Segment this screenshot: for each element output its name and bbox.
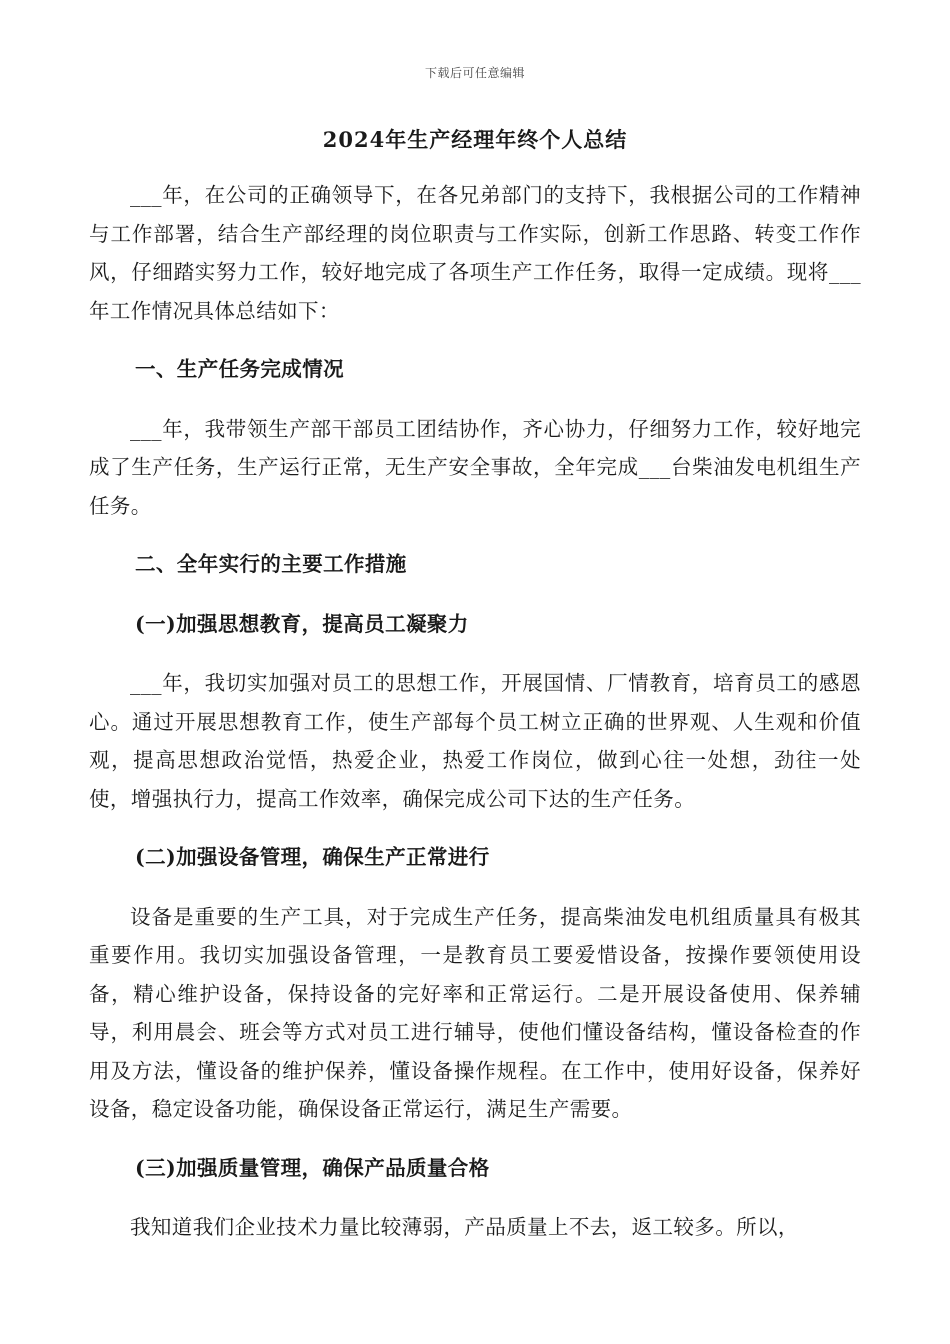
paragraph-subsection-1: ___年，我切实加强对员工的思想工作，开展国情、厂情教育，培育员工的感恩心。通过开展思想教育工作，使生产部每个员工树立正确的世界观、人生观和价值观，提高思想政治觉悟，热爱企业，热爱工作岗位，做到心往一处想，劲往一处使，增强执行力，提高工作效率，确保完成公司下达的生产任务。 bbox=[89, 671, 861, 811]
paragraph-intro: ___年，在公司的正确领导下，在各兄弟部门的支持下，我根据公司的工作精神与工作部署，结合生产部经理的岗位职责与工作实际，创新工作思路、转变工作作风，仔细踏实努力工作，较好地完成了各项生产工作任务，取得一定成绩。现将___年工作情况具体总结如下： bbox=[89, 183, 861, 323]
heading-section-2: 二、全年实行的主要工作措施 bbox=[135, 552, 407, 576]
document-title: 2024年生产经理年终个人总结 bbox=[322, 127, 628, 152]
paragraph-section-1: ___年，我带领生产部干部员工团结协作，齐心协力，仔细努力工作，较好地完成了生产任务，生产运行正常，无生产安全事故，全年完成___台柴油发电机组生产任务。 bbox=[89, 416, 861, 518]
heading-subsection-3: (三)加强质量管理，确保产品质量合格 bbox=[135, 1155, 490, 1180]
heading-subsection-1: (一)加强思想教育，提高员工凝聚力 bbox=[135, 611, 469, 636]
document-body bbox=[89, 176, 861, 1247]
heading-section-1: 一、生产任务完成情况 bbox=[135, 357, 344, 381]
paragraph-subsection-3: 我知道我们企业技术力量比较薄弱，产品质量上不去，返工较多。所以， bbox=[130, 1215, 799, 1239]
paragraph-subsection-2: 设备是重要的生产工具，对于完成生产任务，提高柴油发电机组质量具有极其重要作用。我切实加强设备管理，一是教育员工要爱惜设备，按操作要领使用设备，精心维护设备，保持设备的完好率和正常运行。二是开展设备使用、保养辅导，利用晨会、班会等方式对员工进行辅导，使他们懂设备结构，懂设备检查的作用及方法，懂设备的维护保养，懂设备操作规程。在工作中，使用好设备，保养好设备，稳定设备功能，确保设备正常运行，满足生产需要。 bbox=[89, 904, 861, 1121]
heading-subsection-2: (二)加强设备管理，确保生产正常进行 bbox=[135, 845, 490, 869]
header-note: 下载后可任意编辑 bbox=[424, 66, 525, 80]
